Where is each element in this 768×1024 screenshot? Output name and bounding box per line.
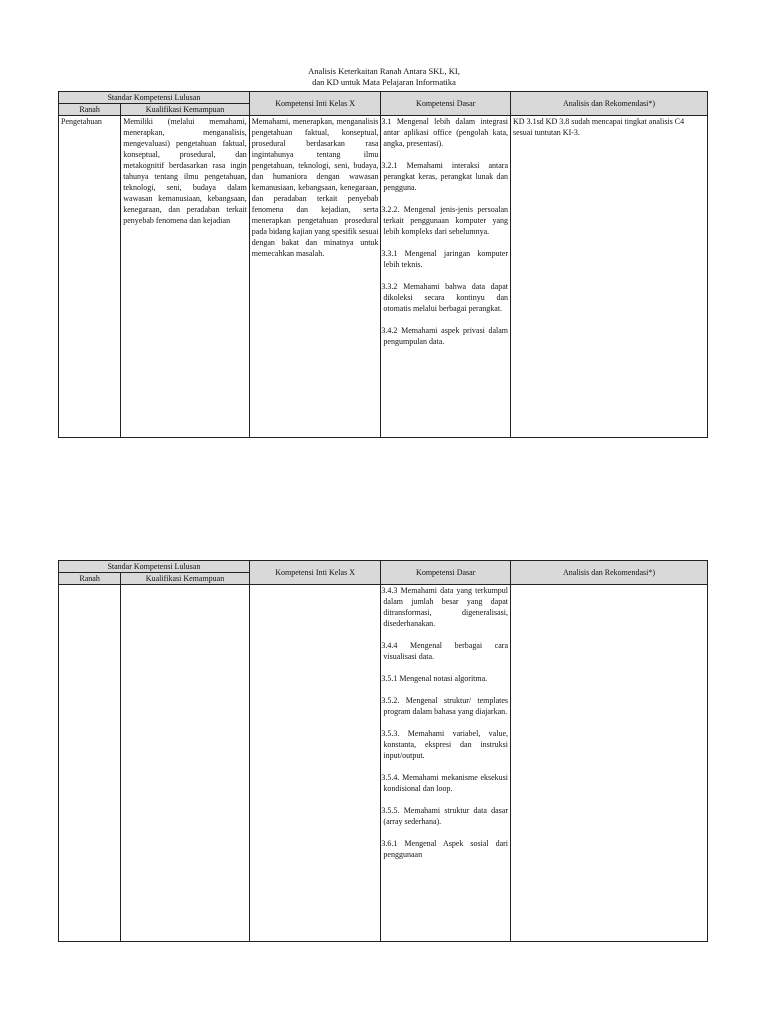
- kd-text: Mengenal struktur/ templates program dalam bahasa yang diajarkan.: [383, 696, 509, 716]
- kd-number: 3.2.1: [381, 161, 398, 170]
- header-skl: Standar Kompetensi Lulusan: [59, 92, 250, 104]
- kd-number: 3.4.4: [381, 641, 398, 650]
- kd-number: 3.4.2: [381, 326, 398, 335]
- header-ki: Kompetensi Inti Kelas X: [249, 561, 381, 585]
- title-line-1: Analisis Keterkaitan Ranah Antara SKL, KI,: [308, 66, 460, 76]
- kd-number: 3.3.2: [381, 282, 398, 291]
- kd-text: Memahami aspek privasi dalam pengumpulan data.: [383, 326, 509, 346]
- kd-text: Memahami bahwa data dapat dikoleksi secara kontinyu dan otomatis melalui berbagai perangkat.: [383, 282, 509, 313]
- kd-text: Memahami data yang terkumpul dalam jumlah besar yang dapat ditransformasi, digeneralisasi, disederhanakan.: [383, 586, 509, 628]
- header-ranah: Ranah: [59, 104, 121, 116]
- kd-text: Memahami struktur data dasar (array sederhana).: [383, 806, 509, 826]
- kd-item: [383, 728, 508, 761]
- kd-text: Mengenal berbagai cara visualisasi data.: [383, 641, 509, 661]
- cell-ki: Memahami, menerapkan, menganalisis pengetahuan faktual, konseptual, prosedural berdasarkan rasa ingintahunya tentang ilmu pengetahuan, teknologi, seni, budaya, dan humaniora dengan wawasan kemanusiaan, kebangsaan, kenegaraan, dan peradaban terkait penyebab fenomena dan kejadian, serta menerapkan pengetahuan prosedural pada bidang kajian yang spesifik sesuai dengan bakat dan minatnya untuk memecahkan masalah.: [249, 116, 381, 438]
- kd-number: 3.5.2.: [381, 696, 400, 705]
- kd-number: 3.1: [381, 117, 392, 126]
- kd-item: [383, 772, 508, 794]
- kd-item: [383, 838, 508, 860]
- cell-kualifikasi: Memiliki (melalui memahami, menerapkan, menganalisis, mengevaluasi) pengetahuan faktual, konseptual, prosedural, dan metakognitif berdasarkan rasa ingin tahunya tentang ilmu pengetahuan, teknologi, seni, budaya dalam wawasan kemanusiaan, kebangsaan, kenegaraan, dan peradaban terkait penyebab fenomena dan kejadian: [121, 116, 250, 438]
- header-analisis: Analisis dan Rekomendasi*): [511, 92, 708, 116]
- header-kd: Kompetensi Dasar: [381, 92, 511, 116]
- analysis-table-2: [58, 560, 708, 942]
- kd-number: 3.4.3: [381, 586, 398, 595]
- kd-text: Mengenal jenis-jenis persoalan terkait penggunaan komputer yang lebih kompleks dari sebelumnya.: [383, 205, 509, 236]
- kd-item: [383, 673, 508, 684]
- kd-text: Mengenal jaringan komputer lebih teknis.: [383, 249, 509, 269]
- cell-analisis: [511, 585, 708, 942]
- cell-ranah: [59, 585, 121, 942]
- header-kualifikasi: Kualifikasi Kemampuan: [121, 573, 250, 585]
- kd-item: [383, 116, 508, 149]
- header-skl: Standar Kompetensi Lulusan: [59, 561, 250, 573]
- title-line-2: dan KD untuk Mata Pelajaran Informatika: [312, 77, 456, 87]
- kd-text: Memahami variabel, value, konstanta, ekspresi dan instruksi input/output.: [383, 729, 509, 760]
- kd-text: Mengenal Aspek sosial dari penggunaan: [383, 839, 509, 859]
- header-kd: Kompetensi Dasar: [381, 561, 511, 585]
- kd-text: Mengenal notasi algoritma.: [399, 674, 488, 683]
- cell-analisis: KD 3.1sd KD 3.8 sudah mencapai tingkat analisis C4 sesuai tuntutan KI-3.: [511, 116, 708, 438]
- kd-item: [383, 695, 508, 717]
- kd-item: [383, 805, 508, 827]
- kd-number: 3.5.5.: [381, 806, 400, 815]
- cell-kualifikasi: [121, 585, 250, 942]
- kd-item: [383, 248, 508, 270]
- cell-kd: [381, 116, 511, 438]
- document-title: [0, 66, 768, 88]
- kd-number: 3.5.1: [381, 674, 398, 683]
- header-ranah: Ranah: [59, 573, 121, 585]
- analysis-table-1: [58, 91, 708, 438]
- cell-ki: [249, 585, 381, 942]
- kd-number: 3.5.3.: [381, 729, 400, 738]
- header-kualifikasi: Kualifikasi Kemampuan: [121, 104, 250, 116]
- kd-item: [383, 325, 508, 347]
- kd-text: Mengenal lebih dalam integrasi antar aplikasi office (pengolah kata, angka, presentasi).: [383, 117, 509, 148]
- kd-number: 3.2.2.: [381, 205, 400, 214]
- kd-item: [383, 281, 508, 314]
- kd-item: [383, 204, 508, 237]
- header-analisis: Analisis dan Rekomendasi*): [511, 561, 708, 585]
- kd-text: Memahami interaksi antara perangkat keras, perangkat lunak dan pengguna.: [383, 161, 509, 192]
- kd-number: 3.6.1: [381, 839, 398, 848]
- header-ki: Kompetensi Inti Kelas X: [249, 92, 381, 116]
- kd-number: 3.5.4.: [381, 773, 400, 782]
- kd-item: [383, 585, 508, 629]
- cell-ranah: Pengetahuan: [59, 116, 121, 438]
- kd-item: [383, 640, 508, 662]
- kd-number: 3.3.1: [381, 249, 398, 258]
- cell-kd: [381, 585, 511, 942]
- kd-text: Memahami mekanisme eksekusi kondisional dan loop.: [383, 773, 509, 793]
- kd-item: [383, 160, 508, 193]
